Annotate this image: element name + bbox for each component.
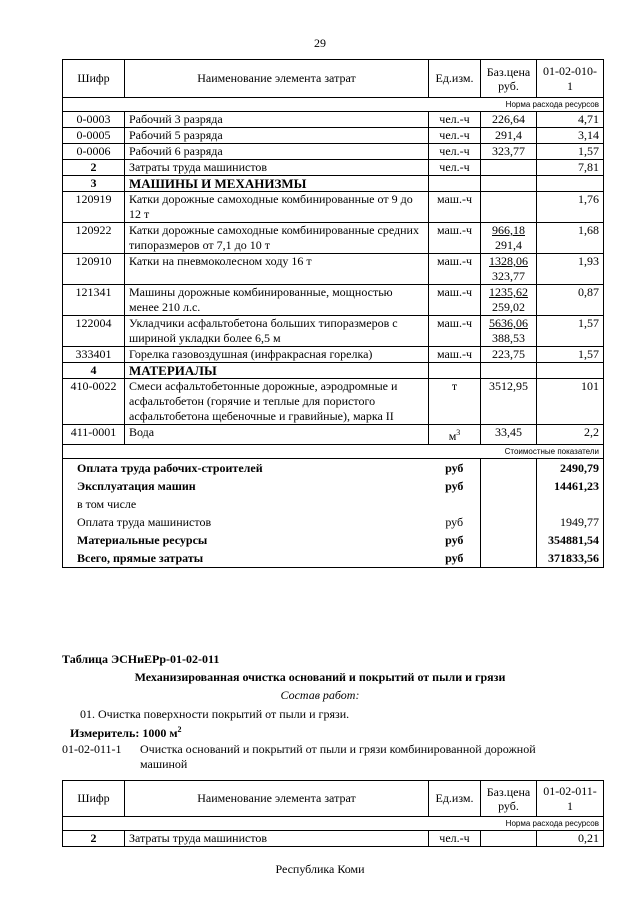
row-unit: чел.-ч xyxy=(429,144,481,160)
row-name: Машины дорожные комбинированные, мощностью менее 210 л.с. xyxy=(125,285,429,316)
work-item: 01. Очистка поверхности покрытий от пыли и грязи. xyxy=(80,707,350,721)
row-unit: чел.-ч xyxy=(429,831,481,847)
row-unit xyxy=(429,363,481,379)
total-value: 14461,23 xyxy=(537,477,604,495)
row-name: Вода xyxy=(125,425,429,445)
row-code: 0-0003 xyxy=(63,112,125,128)
total-empty xyxy=(481,477,537,495)
row-price: 291,4 xyxy=(481,128,537,144)
row-name: Затраты труда машинистов xyxy=(125,831,429,847)
total-unit: руб xyxy=(429,513,481,531)
row-norm: 1,93 xyxy=(537,254,604,285)
item-text: Очистка оснований и покрытий от пыли и грязи комбинированной дорожной машиной xyxy=(140,742,536,771)
measure: Измеритель: 1000 $м^2$ xyxy=(70,725,182,740)
row-norm: 3,14 xyxy=(537,128,604,144)
row-name: МАТЕРИАЛЫ xyxy=(125,363,429,379)
row-price xyxy=(481,831,537,847)
row-code: 120919 xyxy=(63,192,125,223)
total-label: Оплата труда машинистов xyxy=(63,513,429,531)
row-unit: $м^3$ xyxy=(429,425,481,445)
table-row xyxy=(63,254,604,285)
total-value: 1949,77 xyxy=(537,513,604,531)
row-price: 966,18 291,4 xyxy=(481,223,537,254)
header-price: Баз.цена руб. xyxy=(481,60,537,98)
row-price: 33,45 xyxy=(481,425,537,445)
row-unit: маш.-ч xyxy=(429,223,481,254)
resource-table-2 xyxy=(62,780,604,847)
table-row xyxy=(63,425,604,445)
table-row xyxy=(63,112,604,128)
row-norm: 0,21 xyxy=(537,831,604,847)
row-price: 323,77 xyxy=(481,144,537,160)
row-norm xyxy=(537,363,604,379)
row-price: 1328,06 323,77 xyxy=(481,254,537,285)
item-code: 01-02-011-1 xyxy=(62,742,122,756)
row-code: 410-0022 xyxy=(63,379,125,425)
row-price: 3512,95 xyxy=(481,379,537,425)
row-name: Катки дорожные самоходные комбинированные от 9 до 12 т xyxy=(125,192,429,223)
row-unit: маш.-ч xyxy=(429,347,481,363)
table-row xyxy=(63,363,604,379)
table-row xyxy=(63,831,604,847)
row-code: 333401 xyxy=(63,347,125,363)
row-code: 122004 xyxy=(63,316,125,347)
row-unit xyxy=(429,176,481,192)
table-code: 01-02-011-1 xyxy=(537,781,604,817)
row-unit: маш.-ч xyxy=(429,192,481,223)
work-title: Состав работ: xyxy=(280,688,360,702)
header-unit: Ед.изм. xyxy=(429,60,481,98)
total-unit: руб xyxy=(429,477,481,495)
header-code: Шифр xyxy=(63,781,125,817)
row-name: Рабочий 6 разряда xyxy=(125,144,429,160)
header-name: Наименование элемента затрат xyxy=(125,781,429,817)
resource-table-1 xyxy=(62,59,604,568)
row-unit: маш.-ч xyxy=(429,254,481,285)
row-price: 226,64 xyxy=(481,112,537,128)
row-code: 0-0005 xyxy=(63,128,125,144)
total-empty xyxy=(481,459,537,478)
row-code: 2 xyxy=(63,831,125,847)
header-unit: Ед.изм. xyxy=(429,781,481,817)
total-label: Материальные ресурсы xyxy=(63,531,429,549)
row-code: 121341 xyxy=(63,285,125,316)
total-row xyxy=(63,459,604,478)
row-code: 120910 xyxy=(63,254,125,285)
row-price: 5636,06 388,53 xyxy=(481,316,537,347)
cost-label: Стоимостные показатели xyxy=(63,445,604,459)
header-price: Баз.цена руб. xyxy=(481,781,537,817)
total-value: 371833,56 xyxy=(537,549,604,568)
row-price xyxy=(481,160,537,176)
row-norm: 0,87 xyxy=(537,285,604,316)
table-row xyxy=(63,223,604,254)
row-name: Горелка газовоздушная (инфракрасная горелка) xyxy=(125,347,429,363)
total-value: 2490,79 xyxy=(537,459,604,478)
table-row xyxy=(63,192,604,223)
header-code: Шифр xyxy=(63,60,125,98)
row-price xyxy=(481,192,537,223)
row-price xyxy=(481,176,537,192)
row-unit: чел.-ч xyxy=(429,160,481,176)
total-label: Оплата труда рабочих-строителей xyxy=(63,459,429,478)
row-norm: 1,57 xyxy=(537,316,604,347)
row-name: Смеси асфальтобетонные дорожные, аэродромные и асфальтобетон (горячие и теплые для пористого асфальтобетона щебеночные и гравийные), марка II xyxy=(125,379,429,425)
total-unit: руб xyxy=(429,549,481,568)
table-row xyxy=(63,128,604,144)
page-number: 29 xyxy=(314,36,326,50)
row-norm: 101 xyxy=(537,379,604,425)
total-empty xyxy=(481,549,537,568)
row-norm xyxy=(537,176,604,192)
norm-label: Норма расхода ресурсов xyxy=(63,98,604,112)
row-norm: 1,68 xyxy=(537,223,604,254)
total-unit xyxy=(429,495,481,513)
row-norm: 4,71 xyxy=(537,112,604,128)
row-norm: 1,57 xyxy=(537,347,604,363)
table-row xyxy=(63,379,604,425)
table-row xyxy=(63,347,604,363)
total-unit: руб xyxy=(429,459,481,478)
table-row xyxy=(63,285,604,316)
row-name: МАШИНЫ И МЕХАНИЗМЫ xyxy=(125,176,429,192)
row-code: 2 xyxy=(63,160,125,176)
row-price: 1235,62 259,02 xyxy=(481,285,537,316)
row-norm: 1,57 xyxy=(537,144,604,160)
row-name: Рабочий 3 разряда xyxy=(125,112,429,128)
total-label: в том числе xyxy=(63,495,429,513)
norm-label: Норма расхода ресурсов xyxy=(63,817,604,831)
row-unit: маш.-ч xyxy=(429,316,481,347)
total-empty xyxy=(481,531,537,549)
total-empty xyxy=(481,495,537,513)
row-norm: 2,2 xyxy=(537,425,604,445)
row-price xyxy=(481,363,537,379)
total-value: 354881,54 xyxy=(537,531,604,549)
total-label: Всего, прямые затраты xyxy=(63,549,429,568)
row-name: Рабочий 5 разряда xyxy=(125,128,429,144)
table-title: Таблица ЭСНиЕРр-01-02-011 xyxy=(62,652,220,666)
row-name: Катки на пневмоколесном ходу 16 т xyxy=(125,254,429,285)
total-row xyxy=(63,549,604,568)
total-row xyxy=(63,477,604,495)
table-code: 01-02-010-1 xyxy=(537,60,604,98)
row-unit: чел.-ч xyxy=(429,112,481,128)
row-code: 0-0006 xyxy=(63,144,125,160)
total-unit: руб xyxy=(429,531,481,549)
row-name: Затраты труда машинистов xyxy=(125,160,429,176)
row-code: 3 xyxy=(63,176,125,192)
header-name: Наименование элемента затрат xyxy=(125,60,429,98)
total-row xyxy=(63,495,604,513)
total-label: Эксплуатация машин xyxy=(63,477,429,495)
row-unit: маш.-ч xyxy=(429,285,481,316)
total-value xyxy=(537,495,604,513)
footer: Республика Коми xyxy=(275,862,365,876)
total-row xyxy=(63,531,604,549)
row-unit: т xyxy=(429,379,481,425)
row-code: 120922 xyxy=(63,223,125,254)
table-row xyxy=(63,176,604,192)
total-empty xyxy=(481,513,537,531)
table-row xyxy=(63,160,604,176)
section-heading: Механизированная очистка оснований и покрытий от пыли и грязи xyxy=(134,670,506,684)
row-unit: чел.-ч xyxy=(429,128,481,144)
row-name: Катки дорожные самоходные комбинированные средних типоразмеров от 7,1 до 10 т xyxy=(125,223,429,254)
table-row xyxy=(63,316,604,347)
row-code: 4 xyxy=(63,363,125,379)
row-norm: 1,76 xyxy=(537,192,604,223)
total-row xyxy=(63,513,604,531)
row-norm: 7,81 xyxy=(537,160,604,176)
table-row xyxy=(63,144,604,160)
row-price: 223,75 xyxy=(481,347,537,363)
row-name: Укладчики асфальтобетона больших типоразмеров с шириной укладки более 6,5 м xyxy=(125,316,429,347)
row-code: 411-0001 xyxy=(63,425,125,445)
